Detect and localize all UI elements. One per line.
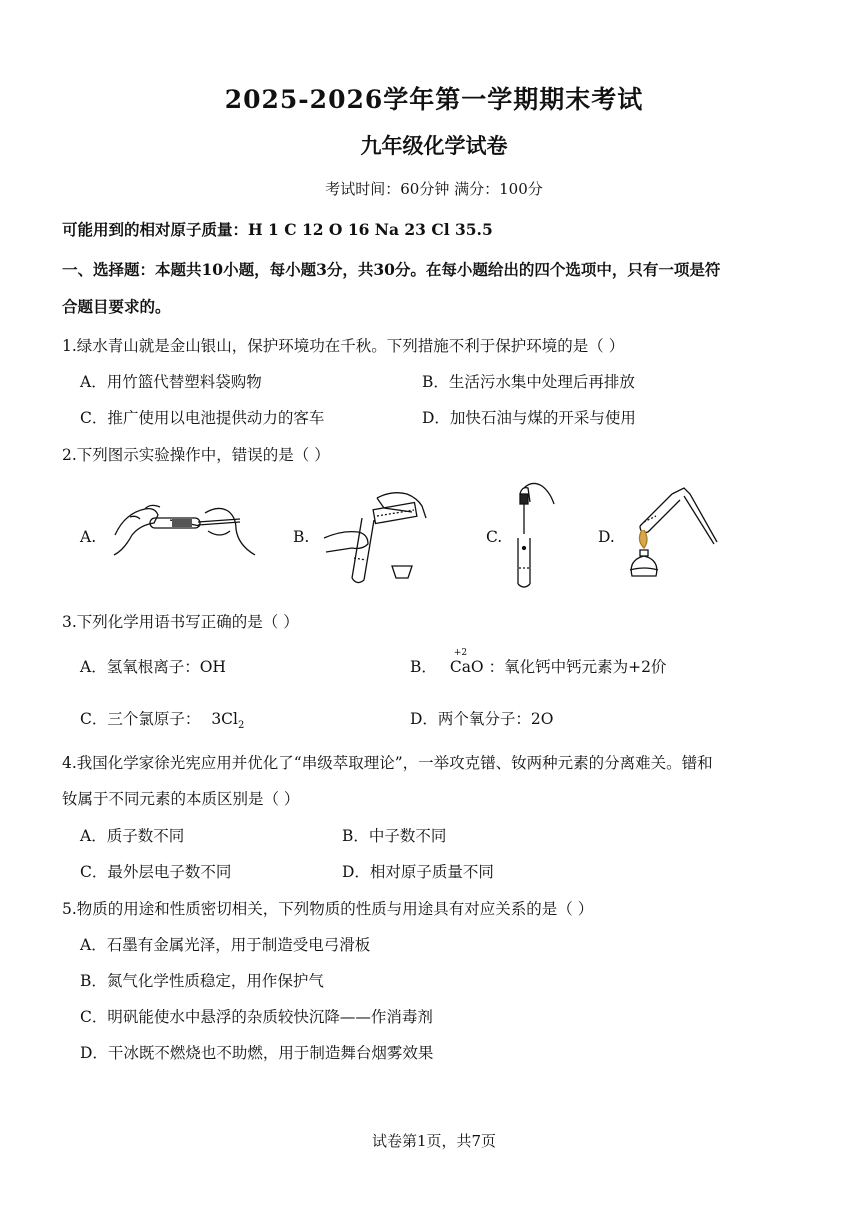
question-4-stem-line2: 钕属于不同元素的本质区别是（ ） (62, 790, 300, 808)
question-5-option-a[interactable]: A．石墨有金属光泽，用于制造受电弓滑板 (80, 936, 371, 954)
question-2-label-b[interactable]: B. (293, 528, 310, 546)
figure-a-rod-insertion (110, 495, 260, 565)
question-5-option-c[interactable]: C．明矾能使水中悬浮的杂质较快沉降——作消毒剂 (80, 1008, 433, 1026)
question-1-option-a[interactable]: A．用竹篮代替塑料袋购物 (80, 373, 262, 391)
section1-heading-line1: 一、选择题：本题共10小题，每小题3分，共30分。在每小题给出的四个选项中，只有一项是符 (62, 260, 721, 279)
question-3-option-b[interactable] (410, 648, 667, 677)
question-5-option-d[interactable]: D．干冰既不燃烧也不助燃，用于制造舞台烟雾效果 (80, 1044, 434, 1062)
question-3-stem: 3.下列化学用语书写正确的是（ ） (62, 613, 299, 631)
question-4-option-c[interactable]: C．最外层电子数不同 (80, 863, 232, 881)
question-2-label-d[interactable]: D. (598, 528, 615, 546)
question-3-option-c-label: C．三个氯原子： (80, 710, 201, 728)
section1-heading-line2: 合题目要求的。 (62, 297, 171, 316)
question-3-option-b-label: B． (410, 658, 437, 676)
question-1-option-c[interactable]: C．推广使用以电池提供动力的客车 (80, 409, 325, 427)
question-3-option-d[interactable]: D．两个氧分子：2O (410, 710, 554, 728)
question-1-option-d[interactable]: D．加快石油与煤的开采与使用 (422, 409, 636, 427)
atomic-masses: 可能用到的相对原子质量：H 1 C 12 O 16 Na 23 Cl 35.5 (62, 220, 493, 239)
question-3-option-b-formula: CaO (449, 658, 484, 676)
exam-info: 考试时间：60分钟 满分：100分 (325, 180, 543, 198)
figure-c-dropper (510, 480, 560, 590)
question-2-label-a[interactable]: A. (80, 528, 97, 546)
question-3-option-c-formula: 3Cl (211, 710, 238, 728)
question-5-option-b[interactable]: B．氮气化学性质稳定，用作保护气 (80, 972, 324, 990)
question-3-option-b-charge: +2 (453, 648, 468, 658)
question-2-label-c[interactable]: C. (486, 528, 503, 546)
question-3-option-a[interactable]: A．氢氧根离子：OH (80, 658, 226, 676)
figure-d-heating-tube (622, 486, 722, 586)
question-3-option-c[interactable] (80, 707, 244, 731)
figure-b-pouring-liquid (322, 488, 432, 588)
question-5-stem: 5.物质的用途和性质密切相关，下列物质的性质与用途具有对应关系的是（ ） (62, 900, 594, 918)
question-3-option-b-text: ：氧化钙中钙元素为+2价 (488, 658, 667, 676)
question-1-stem: 1.绿水青山就是金山银山，保护环境功在千秋。下列措施不利于保护环境的是（ ） (62, 337, 625, 355)
question-4-option-b[interactable]: B．中子数不同 (342, 827, 447, 845)
question-3-option-b-formula-wrap (449, 648, 484, 676)
question-1-option-b[interactable]: B．生活污水集中处理后再排放 (422, 373, 635, 391)
question-4-stem-line1: 4.我国化学家徐光宪应用并优化了“串级萃取理论”，一举攻克镨、钕两种元素的分离难关。镨和 (62, 754, 713, 772)
exam-title: 2025-2026学年第一学期期末考试 (224, 85, 644, 114)
paper-subtitle: 九年级化学试卷 (360, 133, 508, 158)
question-3-option-c-subscript: 2 (238, 720, 245, 731)
question-2-stem: 2.下列图示实验操作中，错误的是（ ） (62, 446, 330, 464)
page-footer: 试卷第1页，共7页 (371, 1132, 497, 1150)
question-4-option-d[interactable]: D．相对原子质量不同 (342, 863, 494, 881)
question-4-option-a[interactable]: A．质子数不同 (80, 827, 185, 845)
